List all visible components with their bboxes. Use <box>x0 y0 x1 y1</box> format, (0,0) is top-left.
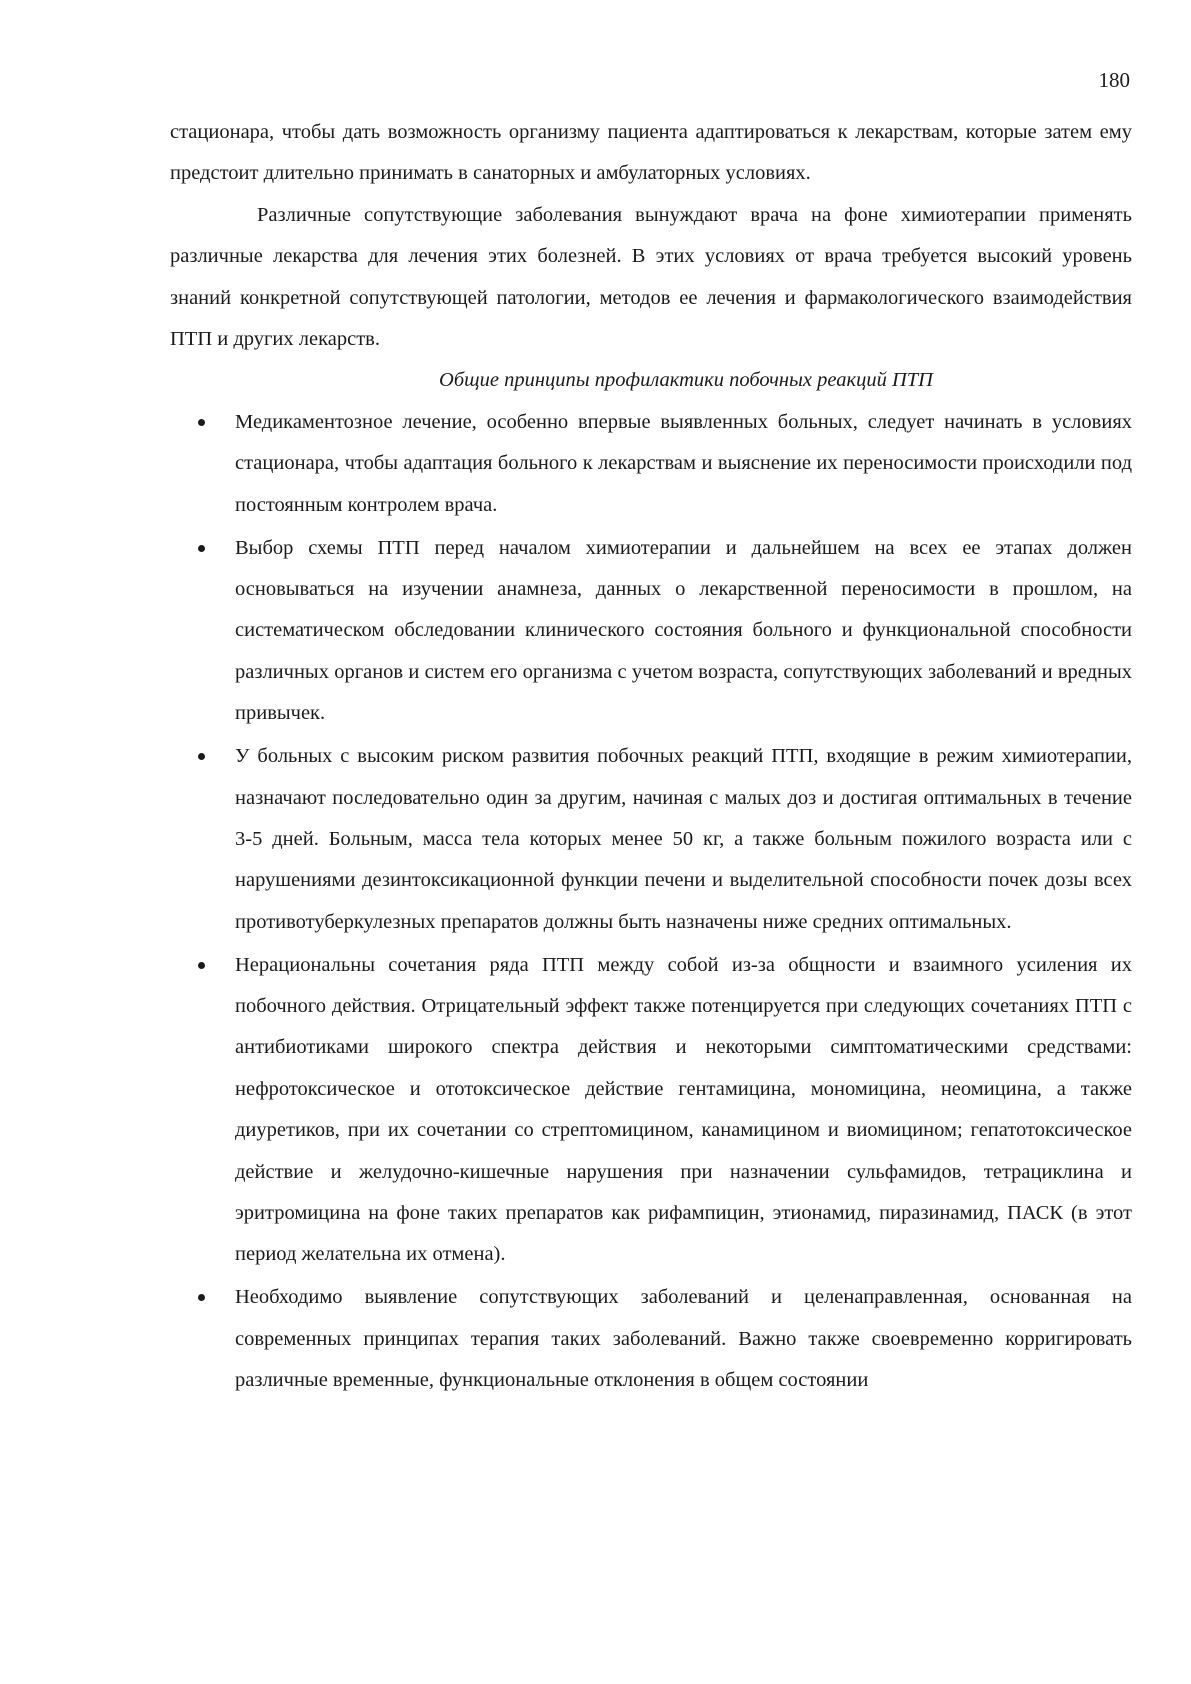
bullet-icon <box>198 962 205 969</box>
list-item <box>170 736 1132 943</box>
list-item <box>170 945 1132 1276</box>
list-item <box>170 402 1132 526</box>
list-item-text: Нерациональны сочетания ряда ПТП между собой из-за общности и взаимного усиления их побочного действия. Отрицательный эффект также потенцируется при следующих сочетаниях ПТП с антибиотиками широкого спектра действия и некоторыми симптоматическими средствами: нефротоксическое и ототоксическое действие гентамицина, мономицина, неомицина, а также диуретиков, при их сочетании со стрептомицином, канамицином и виомицином; гепатотоксическое действие и желудочно-кишечные нарушения при назначении сульфамидов, тетрациклина и эритромицина на фоне таких препаратов как рифампицин, этионамид, пиразинамид, ПАСК (в этот период желательна их отмена). <box>235 953 1132 1266</box>
body-text <box>170 112 1132 1403</box>
paragraph-continuation: стационара, чтобы дать возможность организму пациента адаптироваться к лекарствам, которые затем ему предстоит длительно принимать в санаторных и амбулаторных условиях. <box>170 121 1132 185</box>
bullet-icon <box>198 545 205 552</box>
page-number: 180 <box>1098 68 1130 92</box>
list-item-text: Медикаментозное лечение, особенно впервые выявленных больных, следует начинать в условиях стационара, чтобы адаптация больного к лекарствам и выяснение их переносимости происходили под постоянным контролем врача. <box>235 410 1132 516</box>
principles-list <box>170 402 1132 1402</box>
section-heading: Общие принципы профилактики побочных реакций ПТП <box>439 369 933 392</box>
list-item-text: Выбор схемы ПТП перед началом химиотерапии и дальнейшем на всех ее этапах должен основываться на изучении анамнеза, данных о лекарственной переносимости в прошлом, на систематическом обследовании клинического состояния больного и функциональной способности различных органов и систем его организма с учетом возраста, сопутствующих заболеваний и вредных привычек. <box>235 536 1132 725</box>
list-item <box>170 528 1132 735</box>
paragraph-comorbidities: Различные сопутствующие заболевания вынуждают врача на фоне химиотерапии применять различные лекарства для лечения этих болезней. В этих условиях от врача требуется высокий уровень знаний конкретной сопутствующей патологии, методов ее лечения и фармакологического взаимодействия ПТП и других лекарств. <box>170 203 1132 351</box>
list-item <box>170 1277 1132 1401</box>
list-item-text: Необходимо выявление сопутствующих заболеваний и целенаправленная, основанная на современных принципах терапия таких заболеваний. Важно также своевременно корригировать различные временные, функциональные отклонения в общем состоянии <box>235 1286 1132 1392</box>
bullet-icon <box>198 1294 205 1301</box>
list-item-text: У больных с высоким риском развития побочных реакций ПТП, входящие в режим химиотерапии, назначают последовательно один за другим, начиная с малых доз и достигая оптимальных в течение 3-5 дней. Больным, масса тела которых менее 50 кг, а также больным пожилого возраста или с нарушениями дезинтоксикационной функции печени и выделительной способности почек дозы всех противотуберкулезных препаратов должны быть назначены ниже средних оптимальных. <box>235 745 1132 933</box>
bullet-icon <box>198 419 205 426</box>
bullet-icon <box>198 753 205 760</box>
